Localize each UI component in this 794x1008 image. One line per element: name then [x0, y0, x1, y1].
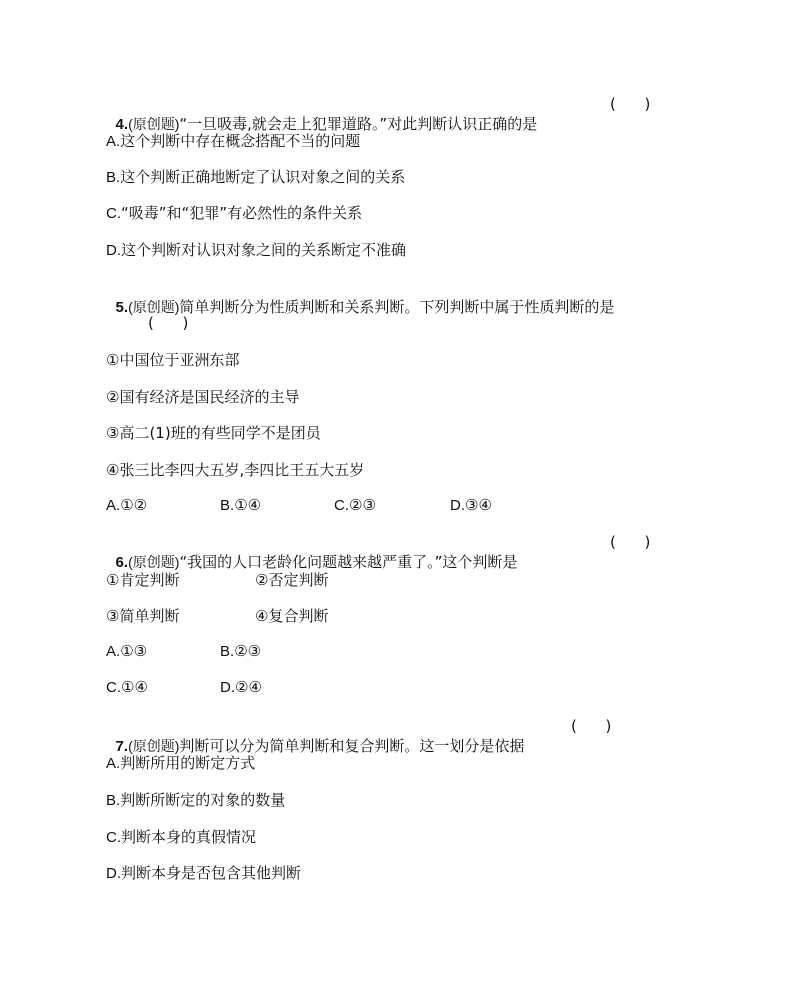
option-label: A. — [106, 497, 121, 514]
statement-item: ④复合判断 — [255, 607, 329, 625]
option-b[interactable] — [220, 495, 261, 516]
option-label: A. — [106, 643, 121, 660]
answer-paren: ( ) — [571, 717, 612, 735]
statement-item: ②国有经济是国民经济的主导 — [106, 388, 300, 406]
option-label: C. — [334, 497, 349, 514]
question-number: 6. — [115, 554, 129, 571]
option-a[interactable] — [106, 753, 255, 774]
option-d[interactable] — [450, 495, 492, 516]
option-text: ①④ — [234, 496, 262, 514]
question-number: 7. — [115, 738, 129, 755]
option-text: ②④ — [235, 678, 262, 696]
option-b[interactable] — [106, 167, 405, 188]
option-label: B. — [106, 169, 121, 186]
statement-item: ①中国位于亚洲东部 — [106, 351, 240, 369]
option-label: B. — [220, 643, 235, 660]
statement-item: ③高二(1)班的有些同学不是团员 — [106, 424, 321, 442]
option-text: ①② — [120, 496, 148, 514]
statement-item: ②否定判断 — [255, 571, 329, 589]
statement-item: ④张三比李四大五岁,李四比王五大五岁 — [106, 461, 365, 479]
question-6-stem — [106, 532, 517, 573]
option-text: 这个判断中存在概念搭配不当的问题 — [120, 132, 361, 150]
option-text: 判断所用的断定方式 — [120, 754, 256, 772]
question-text: “我国的人口老龄化问题越来越严重了。”这个判断是 — [179, 553, 518, 571]
option-b[interactable] — [220, 641, 261, 662]
option-b[interactable] — [106, 790, 285, 811]
option-c[interactable] — [106, 827, 256, 848]
option-label: A. — [106, 133, 121, 150]
option-label: D. — [450, 497, 465, 514]
option-label: D. — [106, 865, 121, 882]
option-c[interactable] — [106, 677, 148, 698]
option-label: B. — [220, 497, 235, 514]
question-4-stem — [106, 94, 537, 135]
statement-item: ①肯定判断 — [106, 571, 180, 589]
question-text: 判断可以分为简单判断和复合判断。这一划分是依据 — [179, 737, 525, 755]
option-text: ②③ — [234, 642, 262, 660]
option-a[interactable] — [106, 641, 147, 662]
question-tag: (原创题) — [128, 554, 180, 570]
option-text: “吸毒”和“犯罪”有必然性的条件关系 — [121, 204, 363, 222]
option-label: D. — [220, 679, 235, 696]
question-7-stem — [106, 716, 524, 757]
question-text: “一旦吸毒,就会走上犯罪道路。”对此判断认识正确的是 — [179, 115, 538, 133]
option-text: 判断本身是否包含其他判断 — [121, 864, 302, 882]
option-label: C. — [106, 205, 121, 222]
option-d[interactable] — [106, 240, 406, 261]
question-5-stem — [106, 277, 614, 318]
option-label: C. — [106, 679, 121, 696]
question-tag: (原创题) — [128, 116, 180, 132]
statement-item: ③简单判断 — [106, 607, 180, 625]
question-number: 5. — [115, 299, 129, 316]
option-text: 判断所断定的对象的数量 — [120, 791, 286, 809]
option-d[interactable] — [106, 863, 301, 884]
option-d[interactable] — [220, 677, 262, 698]
answer-paren: ( ) — [148, 314, 189, 332]
option-text: ①④ — [121, 678, 148, 696]
option-c[interactable] — [106, 203, 362, 224]
option-a[interactable] — [106, 131, 360, 152]
question-tag: (原创题) — [128, 738, 180, 754]
option-text: ②③ — [349, 496, 376, 514]
option-a[interactable] — [106, 495, 147, 516]
question-number: 4. — [115, 116, 129, 133]
option-label: C. — [106, 829, 121, 846]
question-text: 简单判断分为性质判断和关系判断。下列判断中属于性质判断的是 — [179, 298, 615, 316]
question-tag: (原创题) — [128, 299, 180, 315]
option-c[interactable] — [334, 495, 376, 516]
option-text: 判断本身的真假情况 — [121, 828, 257, 846]
answer-paren: ( ) — [610, 533, 651, 551]
option-text: ③④ — [465, 496, 492, 514]
option-label: B. — [106, 792, 121, 809]
option-text: ①③ — [120, 642, 148, 660]
option-text: 这个判断对认识对象之间的关系断定不准确 — [121, 241, 407, 259]
answer-paren: ( ) — [610, 95, 651, 113]
option-text: 这个判断正确地断定了认识对象之间的关系 — [120, 168, 406, 186]
option-label: D. — [106, 242, 121, 259]
option-label: A. — [106, 755, 121, 772]
